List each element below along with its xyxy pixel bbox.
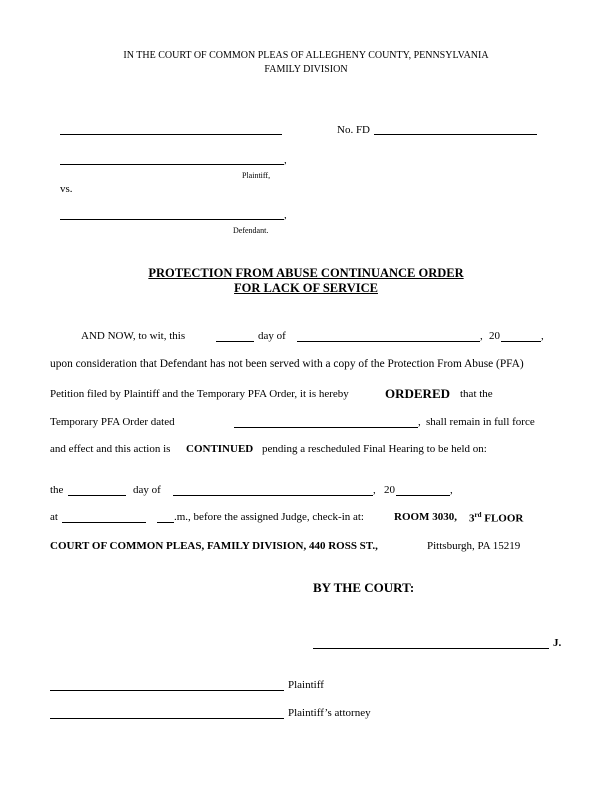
by-the-court: BY THE COURT: bbox=[313, 580, 415, 595]
division-header: FAMILY DIVISION bbox=[264, 64, 348, 75]
hearing-day-line[interactable] bbox=[68, 495, 126, 496]
case-number-line[interactable] bbox=[374, 134, 537, 135]
comma-4: , bbox=[373, 484, 376, 496]
caption-blank-line[interactable] bbox=[60, 134, 282, 135]
year-line[interactable] bbox=[501, 341, 541, 342]
room-text: ROOM 3030, bbox=[394, 511, 457, 523]
case-number-label: No. FD bbox=[337, 124, 371, 136]
plaintiff-signature-label: Plaintiff bbox=[288, 679, 324, 691]
floor-text: 3rd FLOOR bbox=[469, 511, 524, 525]
continued-text: CONTINUED bbox=[186, 443, 254, 455]
and-now-text: AND NOW, to wit, this bbox=[81, 330, 186, 342]
attorney-signature-label: Plaintiff’s attorney bbox=[288, 707, 371, 719]
year-prefix: 20 bbox=[489, 330, 500, 342]
order-date-line[interactable] bbox=[234, 427, 418, 428]
plaintiff-comma: , bbox=[284, 154, 287, 166]
hearing-month-line[interactable] bbox=[173, 495, 373, 496]
attorney-signature-line[interactable] bbox=[50, 718, 284, 719]
rescheduled-text: pending a rescheduled Final Hearing to be held on: bbox=[262, 443, 487, 455]
order-title-line1: PROTECTION FROM ABUSE CONTINUANCE ORDER bbox=[148, 266, 464, 280]
month-line[interactable] bbox=[297, 341, 480, 342]
the-text: the bbox=[50, 484, 64, 496]
court-header: IN THE COURT OF COMMON PLEAS OF ALLEGHENY COUNTY, PENNSYLVANIA bbox=[123, 50, 489, 61]
comma-5: , bbox=[450, 484, 453, 496]
court-address-text: COURT OF COMMON PLEAS, FAMILY DIVISION, 440 ROSS ST., bbox=[50, 540, 378, 552]
day-of-text: day of bbox=[258, 330, 286, 342]
defendant-name-line[interactable] bbox=[60, 219, 284, 220]
judge-signature-line[interactable] bbox=[313, 648, 549, 649]
plaintiff-name-line[interactable] bbox=[60, 164, 284, 165]
comma-2: , bbox=[541, 330, 544, 342]
comma-3: , bbox=[418, 416, 421, 428]
check-in-text: .m., before the assigned Judge, check-in at: bbox=[174, 511, 364, 523]
defendant-label: Defendant. bbox=[233, 226, 269, 235]
petition-text: Petition filed by Plaintiff and the Temporary PFA Order, it is hereby bbox=[50, 388, 349, 400]
judge-suffix: J. bbox=[553, 637, 562, 649]
temporary-order-dated-text: Temporary PFA Order dated bbox=[50, 416, 175, 428]
ordered-text: ORDERED bbox=[385, 386, 451, 401]
plaintiff-label: Plaintiff, bbox=[242, 171, 271, 180]
hearing-year-line[interactable] bbox=[396, 495, 450, 496]
effect-text: and effect and this action is bbox=[50, 443, 171, 455]
defendant-comma: , bbox=[284, 209, 287, 221]
plaintiff-signature-line[interactable] bbox=[50, 690, 284, 691]
vs-label: vs. bbox=[60, 183, 73, 195]
hearing-time-line[interactable] bbox=[62, 522, 146, 523]
full-force-text: shall remain in full force bbox=[426, 416, 535, 428]
city-text: Pittsburgh, PA 15219 bbox=[427, 540, 521, 552]
that-the-text: that the bbox=[460, 388, 493, 400]
at-text: at bbox=[50, 511, 58, 523]
consideration-text: upon consideration that Defendant has not been served with a copy of the Protection From Abuse (PFA) bbox=[50, 358, 524, 370]
hearing-day-of-text: day of bbox=[133, 484, 161, 496]
day-number-line[interactable] bbox=[216, 341, 254, 342]
am-pm-line[interactable] bbox=[157, 522, 174, 523]
hearing-year-prefix: 20 bbox=[384, 484, 395, 496]
order-title-line2: FOR LACK OF SERVICE bbox=[234, 281, 378, 295]
comma-1: , bbox=[480, 330, 483, 342]
